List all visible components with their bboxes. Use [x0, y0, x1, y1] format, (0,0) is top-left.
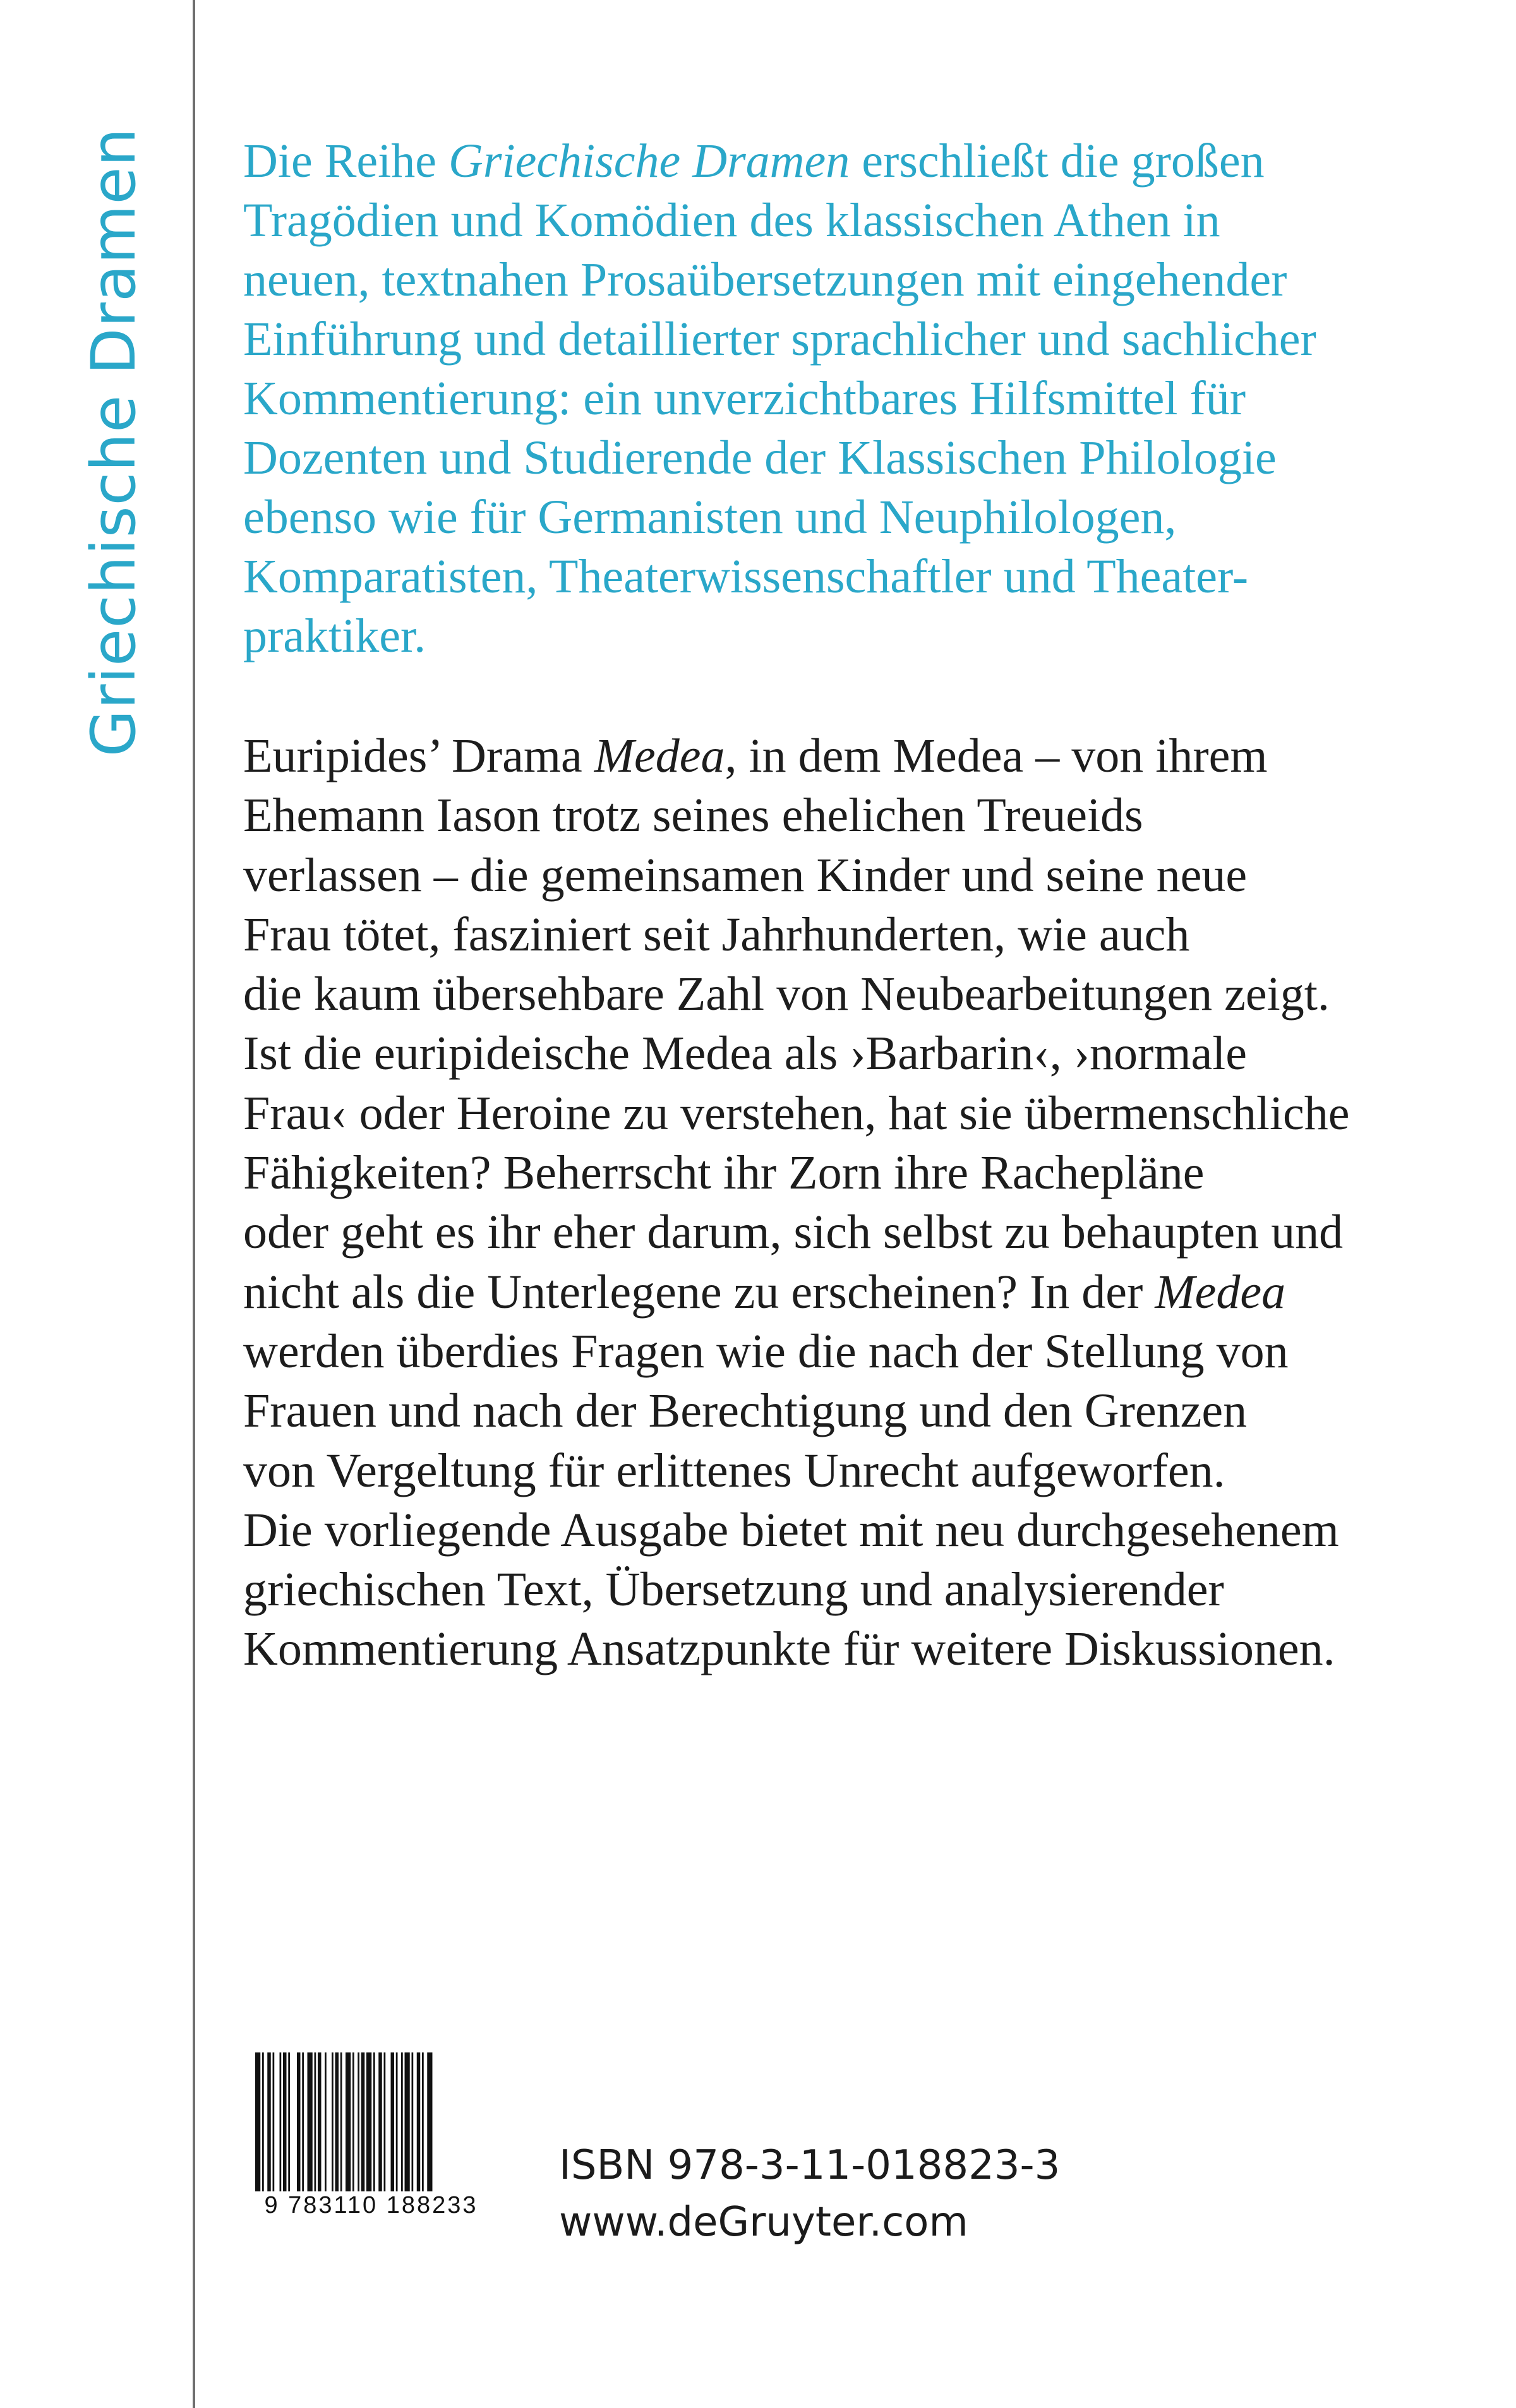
publisher-website: www.deGruyter.com [559, 2199, 968, 2246]
medea-description [243, 726, 1481, 1679]
text-segment: erschließt die großen [850, 135, 1265, 188]
series-description [243, 131, 1481, 666]
text-segment: Die Reihe [243, 135, 449, 188]
text-segment: Euripides’ Drama [243, 729, 594, 782]
text-line [243, 131, 1481, 191]
text-line: Einführung und detaillierter sprachlicher und sachlicher [243, 313, 1316, 366]
text-line: griechischen Text, Übersetzung und analysierender [243, 1563, 1224, 1617]
italic-title: Medea [1155, 1265, 1286, 1319]
text-line: Frau‹ oder Heroine zu verstehen, hat sie übermenschliche [243, 1086, 1350, 1140]
text-line: von Vergeltung für erlittenes Unrecht aufgeworfen. [243, 1444, 1225, 1497]
text-line: ebenso wie für Germanisten und Neuphilologen, [243, 491, 1177, 544]
text-segment: nicht als die Unterlegene zu erscheinen? In der [243, 1265, 1155, 1319]
barcode-digits: 9 783110 188233 [253, 2191, 490, 2219]
text-line: verlassen – die gemeinsamen Kinder und seine neue [243, 848, 1248, 902]
text-line [243, 726, 1481, 786]
italic-title: Griechische Dramen [448, 135, 850, 188]
text-line: werden überdies Fragen wie die nach der Stellung von [243, 1324, 1289, 1378]
text-line: Kommentierung Ansatzpunkte für weitere Diskussionen. [243, 1622, 1335, 1676]
text-line: oder geht es ihr eher darum, sich selbst zu behaupten und [243, 1206, 1344, 1259]
text-line: Ehemann Iason trotz seines ehelichen Treueids [243, 789, 1143, 842]
text-line: Komparatisten, Theaterwissenschaftler und Theater- [243, 550, 1249, 603]
spine-series-title: Griechische Dramen [78, 127, 149, 757]
text-line: Ist die euripideische Medea als ›Barbarin‹, ›normale [243, 1027, 1248, 1081]
text-line: Frau tötet, fasziniert seit Jahrhunderten, wie auch [243, 907, 1190, 961]
text-line: Frauen und nach der Berechtigung und den Grenzen [243, 1384, 1248, 1438]
spine-divider [193, 0, 195, 2408]
text-line: Tragödien und Komödien des klassischen Athen in [243, 194, 1220, 247]
text-line: Fähigkeiten? Beherrscht ihr Zorn ihre Rachepläne [243, 1146, 1205, 1200]
isbn-number: ISBN 978-3-11-018823-3 [559, 2142, 1061, 2189]
text-line: Kommentierung: ein unverzichtbares Hilfsmittel für [243, 372, 1246, 425]
text-line: praktiker. [243, 609, 426, 662]
text-segment: , in dem Medea – von ihrem [725, 729, 1268, 782]
text-line: die kaum übersehbare Zahl von Neubearbeitungen zeigt. [243, 967, 1330, 1021]
italic-title: Medea [594, 729, 725, 782]
text-line [243, 1262, 1481, 1322]
text-line: Dozenten und Studierende der Klassischen Philologie [243, 431, 1277, 484]
text-line: neuen, textnahen Prosaübersetzungen mit eingehender [243, 253, 1287, 306]
text-line: Die vorliegende Ausgabe bietet mit neu durchgesehenem [243, 1503, 1339, 1557]
